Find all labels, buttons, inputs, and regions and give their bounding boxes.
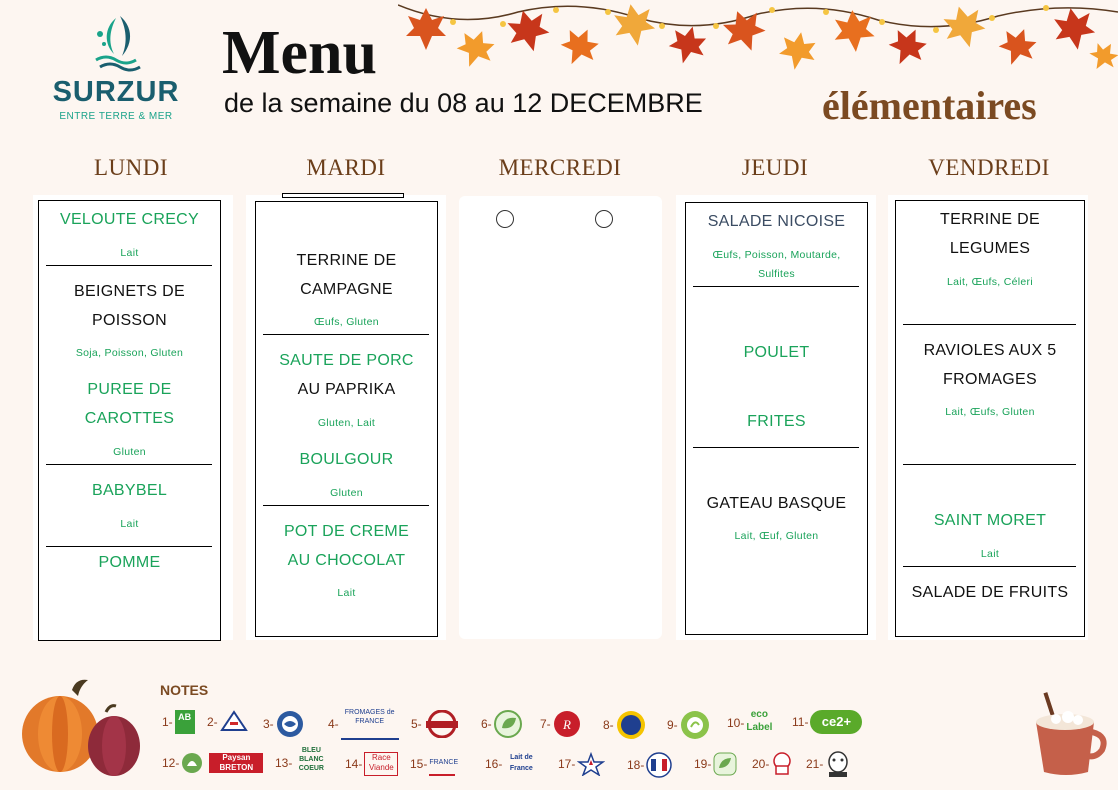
tuesday-side-allergens: Gluten bbox=[330, 487, 363, 499]
note-3 bbox=[263, 710, 304, 738]
friday-dessert: SALADE DE FRUITS bbox=[911, 584, 1069, 601]
label-rouge-icon bbox=[553, 710, 581, 738]
friday-cheese-allergens: Lait bbox=[980, 548, 1000, 560]
school-level: élémentaires bbox=[822, 83, 1037, 128]
tuesday-dessert-allergens: Lait bbox=[337, 587, 356, 599]
note-12 bbox=[162, 752, 263, 774]
bleu-blanc-coeur-icon: BLEU BLANC COEUR bbox=[298, 747, 324, 772]
note-16 bbox=[485, 752, 538, 776]
note-20 bbox=[752, 752, 793, 776]
divider bbox=[693, 447, 859, 448]
lait-de-france-icon: Lait de France bbox=[509, 754, 533, 772]
veggie-label-icon bbox=[713, 752, 737, 776]
ecolabel-icon: eco Label bbox=[746, 709, 773, 733]
note-8 bbox=[603, 710, 646, 740]
divider bbox=[693, 286, 859, 287]
monday-starter-allergens: Lait bbox=[120, 247, 139, 259]
note-number: 13- bbox=[275, 756, 293, 770]
friday-starter-line1: TERRINE DE bbox=[940, 211, 1040, 228]
day-header-monday: LUNDI bbox=[93, 155, 169, 180]
pumpkin-icon bbox=[10, 676, 150, 780]
friday-main-line1: RAVIOLES AUX 5 bbox=[923, 342, 1057, 359]
peche-durable-icon bbox=[276, 710, 304, 738]
monday-main-line2: POISSON bbox=[91, 312, 167, 329]
surzur-logo-icon bbox=[86, 14, 146, 72]
tuesday-dessert-line2: AU CHOCOLAT bbox=[287, 552, 406, 569]
cow-label-icon bbox=[825, 750, 851, 778]
note-10 bbox=[727, 708, 772, 738]
day-header-wednesday: MERCREDI bbox=[498, 155, 622, 180]
divider bbox=[903, 566, 1076, 567]
day-header-tuesday: MARDI bbox=[306, 155, 386, 180]
tuesday-starter-allergens: Œufs, Gluten bbox=[314, 316, 379, 328]
note-number: 2- bbox=[207, 715, 218, 729]
race-viande-icon: Race Viande bbox=[364, 752, 398, 776]
producteur-local-icon bbox=[181, 752, 203, 774]
monday-dessert: POMME bbox=[98, 554, 161, 571]
friday-menu-box bbox=[895, 200, 1085, 637]
note-15 bbox=[410, 752, 459, 776]
note-number: 20- bbox=[752, 757, 770, 771]
note-18 bbox=[627, 752, 672, 778]
day-header-thursday: JEUDI bbox=[741, 155, 809, 180]
day-header-friday: VENDREDI bbox=[928, 155, 1050, 180]
note-21 bbox=[806, 750, 851, 778]
thursday-starter-allergens-line2: Sulfites bbox=[758, 268, 795, 280]
thursday-starter: SALADE NICOISE bbox=[707, 213, 846, 230]
friday-main-line2: FROMAGES bbox=[943, 371, 1037, 388]
note-14 bbox=[345, 752, 398, 776]
tuesday-menu-box bbox=[255, 201, 438, 637]
igp-label-icon bbox=[616, 710, 646, 740]
produit-frais-stamp-icon bbox=[424, 710, 460, 738]
note-number: 9- bbox=[667, 718, 678, 732]
note-4 bbox=[328, 708, 399, 740]
note-number: 7- bbox=[540, 717, 551, 731]
hot-drink-icon bbox=[1030, 688, 1110, 778]
divider bbox=[46, 265, 212, 266]
empty-circle-icon bbox=[496, 210, 514, 228]
origine-france-icon: FRANCE bbox=[429, 752, 455, 776]
monday-menu-box bbox=[38, 200, 221, 641]
autumn-leaves-garland bbox=[398, 0, 1118, 82]
tuesday-side: BOULGOUR bbox=[299, 451, 394, 468]
monday-cheese: BABYBEL bbox=[91, 482, 168, 499]
ce2-certification-icon: ce2+ bbox=[810, 710, 862, 734]
week-subtitle: de la semaine du 08 au 12 DECEMBRE bbox=[224, 88, 703, 118]
thursday-dessert: GATEAU BASQUE bbox=[706, 495, 847, 512]
organic-ab-icon: AB bbox=[175, 710, 195, 734]
note-number: 6- bbox=[481, 717, 492, 731]
friday-main-allergens: Lait, Œufs, Gluten bbox=[945, 406, 1035, 418]
friday-cheese: SAINT MORET bbox=[933, 512, 1047, 529]
note-number: 11- bbox=[792, 715, 809, 729]
tuesday-dessert-line1: POT DE CREME bbox=[283, 523, 410, 540]
decorative-bar bbox=[282, 193, 404, 198]
divider bbox=[263, 334, 429, 335]
divider bbox=[46, 546, 212, 547]
thursday-main: POULET bbox=[743, 344, 810, 361]
note-number: 14- bbox=[345, 757, 363, 771]
monday-main-allergens: Soja, Poisson, Gluten bbox=[75, 347, 184, 359]
note-number: 12- bbox=[162, 756, 180, 770]
note-number: 18- bbox=[627, 758, 645, 772]
note-number: 4- bbox=[328, 717, 339, 731]
friday-starter-allergens: Lait, Œufs, Céleri bbox=[947, 276, 1033, 288]
thursday-side: FRITES bbox=[747, 413, 806, 430]
divider bbox=[263, 505, 429, 506]
logo-tagline: ENTRE TERRE & MER bbox=[59, 111, 173, 122]
empty-circle-icon bbox=[595, 210, 613, 228]
monday-side-allergens: Gluten bbox=[113, 446, 146, 458]
note-7 bbox=[540, 710, 581, 738]
note-6 bbox=[481, 710, 522, 738]
note-9 bbox=[667, 710, 710, 740]
logo-name: SURZUR bbox=[52, 76, 180, 108]
tuesday-starter-line1: TERRINE DE bbox=[296, 252, 397, 269]
note-number: 17- bbox=[558, 757, 576, 771]
note-number: 15- bbox=[410, 757, 428, 771]
note-number: 10- bbox=[727, 716, 745, 730]
monday-cheese-allergens: Lait bbox=[120, 518, 139, 530]
note-2 bbox=[207, 710, 248, 734]
note-11 bbox=[792, 710, 862, 734]
notes-title: NOTES bbox=[160, 682, 209, 698]
note-number: 19- bbox=[694, 757, 712, 771]
monday-starter: VELOUTE CRECY bbox=[59, 211, 200, 228]
note-number: 8- bbox=[603, 718, 614, 732]
tuesday-main-line2: AU PAPRIKA bbox=[297, 381, 396, 398]
thursday-dessert-allergens: Lait, Œuf, Gluten bbox=[734, 530, 819, 542]
vegetarian-leaf-icon bbox=[494, 710, 522, 738]
page-title: Menu bbox=[222, 19, 377, 87]
tuesday-starter-line2: CAMPAGNE bbox=[300, 281, 393, 298]
hve-label-icon bbox=[680, 710, 710, 740]
monday-main-line1: BEIGNETS DE bbox=[74, 283, 185, 300]
tuesday-main-allergens: Gluten, Lait bbox=[317, 417, 376, 429]
chef-hat-icon bbox=[771, 752, 793, 776]
note-number: 3- bbox=[263, 717, 274, 731]
note-number: 16- bbox=[485, 757, 503, 771]
monday-side-line1: PUREE DE bbox=[87, 381, 172, 398]
note-19 bbox=[694, 752, 737, 776]
thursday-starter-allergens-line1: Œufs, Poisson, Moutarde, bbox=[712, 249, 841, 261]
note-number: 5- bbox=[411, 717, 422, 731]
volaille-francaise-icon bbox=[220, 710, 248, 734]
thursday-menu-box bbox=[685, 202, 868, 635]
friday-starter-line2: LEGUMES bbox=[949, 240, 1031, 257]
france-flag-round-icon bbox=[646, 752, 672, 778]
svg-text:R: R bbox=[562, 717, 571, 732]
paysan-breton-icon: Paysan BRETON bbox=[209, 753, 263, 773]
divider bbox=[903, 464, 1076, 465]
note-1 bbox=[162, 710, 195, 734]
note-number: 21- bbox=[806, 757, 824, 771]
note-17 bbox=[558, 752, 605, 776]
note-number: 1- bbox=[162, 715, 173, 729]
note-5 bbox=[411, 710, 460, 738]
divider bbox=[46, 464, 212, 465]
fromages-de-france-icon: FROMAGES de FRANCE bbox=[341, 708, 399, 740]
divider bbox=[903, 324, 1076, 325]
note-13 bbox=[275, 746, 328, 780]
viande-de-france-star-icon bbox=[577, 752, 605, 776]
monday-side-line2: CAROTTES bbox=[84, 410, 175, 427]
wednesday-panel bbox=[459, 196, 662, 639]
tuesday-main-line1: SAUTE DE PORC bbox=[279, 352, 414, 369]
